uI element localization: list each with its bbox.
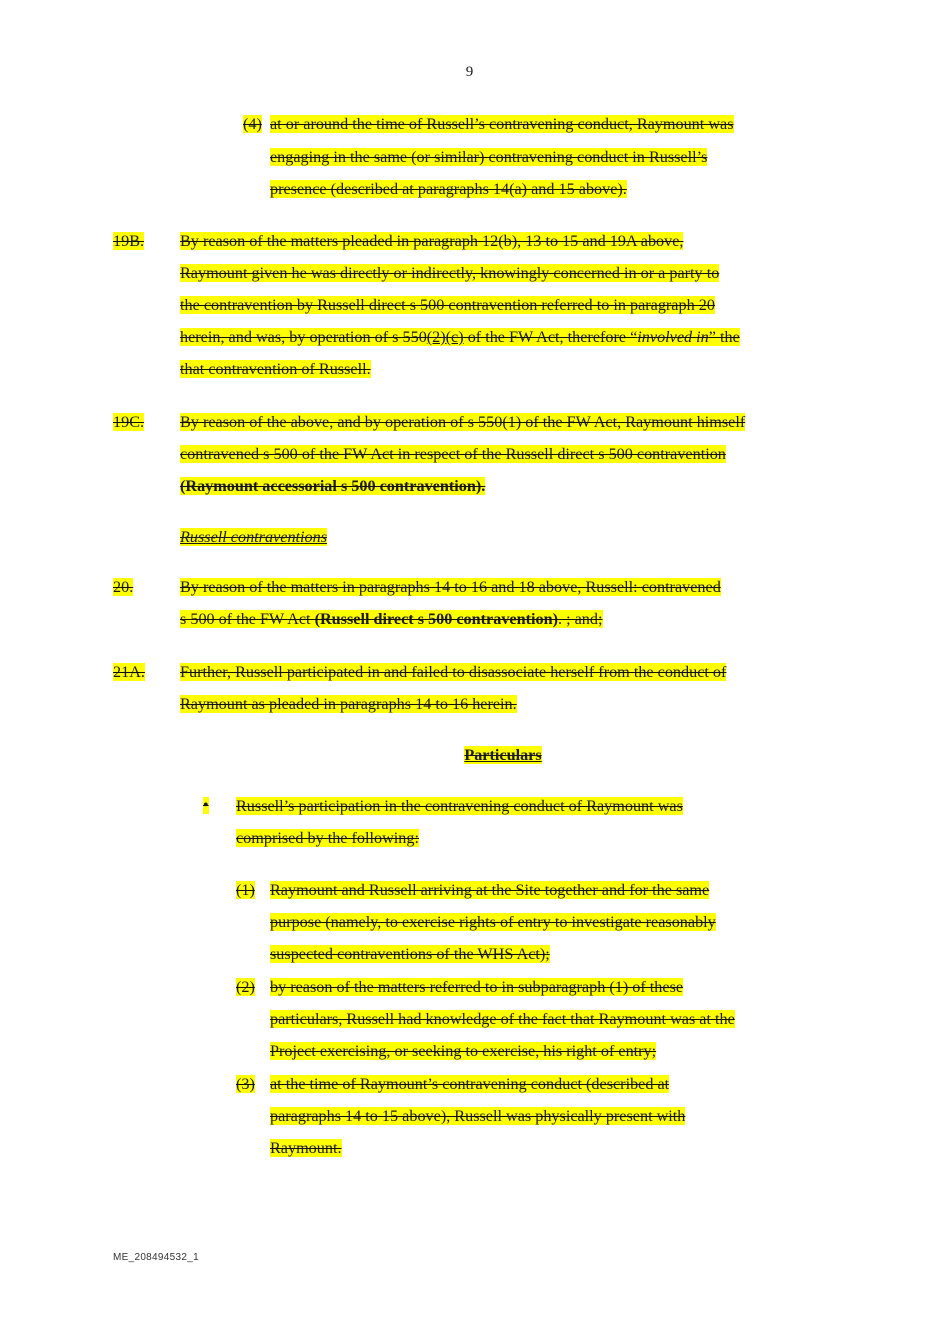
paragraph-line: contravened s 500 of the FW Act in respect of the Russell direct s 500 contravention [180, 445, 726, 463]
paragraph-line: Raymount as pleaded in paragraphs 14 to 16 herein. [180, 695, 517, 713]
particular-line: Project exercising, or seeking to exercise, his right of entry; [270, 1042, 657, 1060]
bullet-line: Russell’s participation in the contravening conduct of Raymount was [236, 797, 683, 815]
particular-line: suspected contraventions of the WHS Act); [270, 945, 550, 963]
page-number: 9 [465, 64, 474, 80]
paragraph-line: By reason of the matters in paragraphs 14 to 16 and 18 above, Russell: contravened [180, 578, 721, 596]
particulars-heading: Particulars [464, 746, 542, 764]
particular-line: Raymount. [270, 1139, 342, 1157]
paragraph-line: s 500 of the FW Act (Russell direct s 500 contravention). ; and; [180, 610, 603, 628]
paragraph-line: By reason of the matters pleaded in paragraph 12(b), 13 to 15 and 19A above, [180, 232, 684, 250]
particular-line: purpose (namely, to exercise rights of entry to investigate reasonably [270, 913, 716, 931]
paragraph-line: that contravention of Russell. [180, 360, 371, 378]
paragraph-number: 20. [113, 578, 134, 596]
particular-line: by reason of the matters referred to in subparagraph (1) of these [270, 978, 684, 996]
paragraph-line: Further, Russell participated in and failed to disassociate herself from the conduct of [180, 663, 727, 681]
document-reference: ME_208494532_1 [113, 1252, 199, 1263]
item-line: at or around the time of Russell’s contravening conduct, Raymount was [270, 115, 734, 133]
particular-line: paragraphs 14 to 15 above), Russell was physically present with [270, 1107, 686, 1125]
paragraph-number: 19B. [113, 232, 145, 250]
bullet-line: comprised by the following: [236, 829, 419, 847]
particular-line: particulars, Russell had knowledge of the fact that Raymount was at the [270, 1010, 735, 1028]
particular-label: (1) [236, 881, 255, 899]
particular-line: at the time of Raymount’s contravening conduct (described at [270, 1075, 670, 1093]
paragraph-line: By reason of the above, and by operation of s 550(1) of the FW Act, Raymount himself [180, 413, 746, 431]
paragraph-number: 19C. [113, 413, 145, 431]
item-label: (4) [243, 115, 262, 133]
particular-line: Raymount and Russell arriving at the Site together and for the same [270, 881, 710, 899]
paragraph-line: the contravention by Russell direct s 500 contravention referred to in paragraph 20 [180, 296, 715, 314]
item-line: presence (described at paragraphs 14(a) and 15 above). [270, 180, 627, 198]
paragraph-line: herein, and was, by operation of s 550(2)(c) of the FW Act, therefore “involved in” the [180, 328, 740, 346]
paragraph-line: (Raymount accessorial s 500 contravention). [180, 477, 486, 495]
paragraph-line: Raymount given he was directly or indirectly, knowingly concerned in or a party to [180, 264, 720, 282]
particular-label: (3) [236, 1075, 255, 1093]
section-heading: Russell contraventions [180, 528, 328, 546]
paragraph-number: 21A. [113, 663, 145, 681]
bullet-icon: • [203, 797, 209, 814]
particular-label: (2) [236, 978, 255, 996]
item-line: engaging in the same (or similar) contravening conduct in Russell’s [270, 148, 708, 166]
